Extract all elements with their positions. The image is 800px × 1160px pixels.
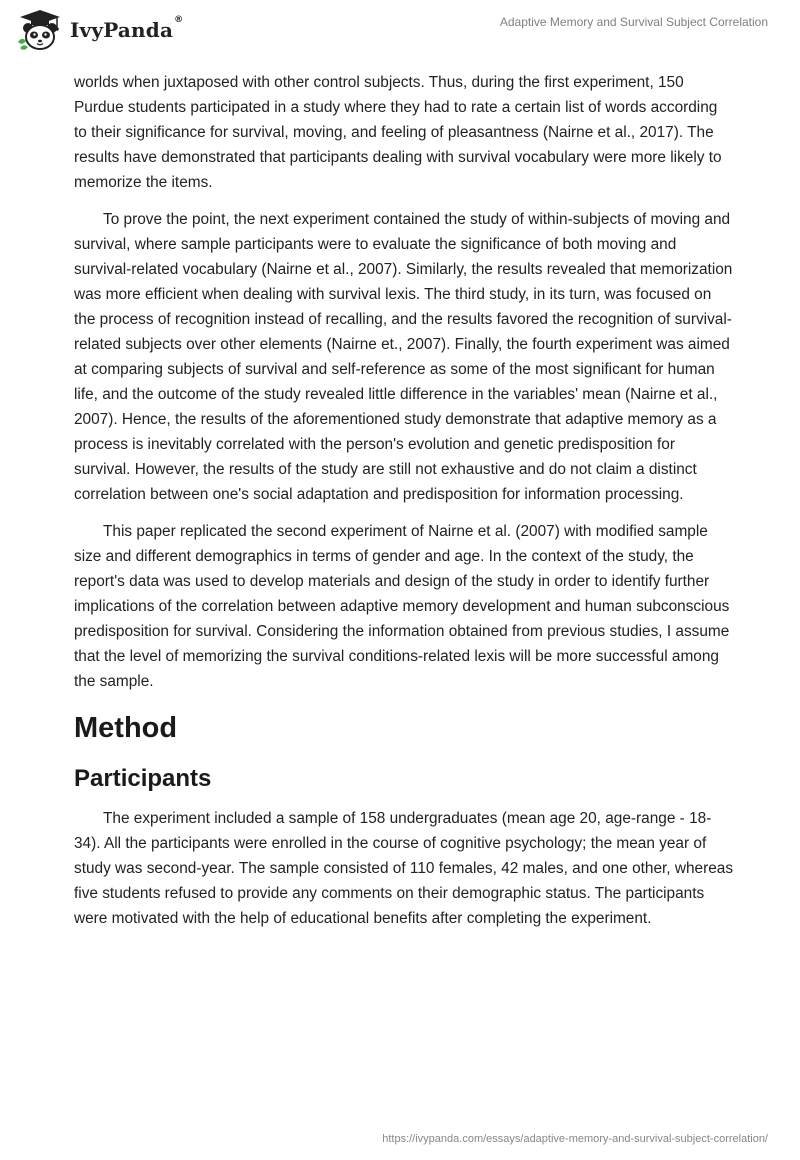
brand-logo[interactable] bbox=[14, 8, 183, 52]
source-url[interactable]: https://ivypanda.com/essays/adaptive-memory-and-survival-subject-correlation/ bbox=[382, 1133, 768, 1145]
registered-mark: ® bbox=[174, 15, 184, 25]
participants-heading: Participants bbox=[74, 765, 212, 792]
participants-paragraph: The experiment included a sample of 158 undergraduates (mean age 20, age-range - 18-34). All the participants were enrolled in the course of cognitive psychology; the mean year of study was second-year. The sample consisted of 110 females, 42 males, and one other, whereas five students refused to provide any comments on their demographic status. The participants were motivated with the help of educational benefits after completing the experiment. bbox=[74, 810, 734, 927]
body-paragraph-1: worlds when juxtaposed with other control subjects. Thus, during the first experiment, 150 Purdue students participated in a study where they had to rate a certain list of words according to their significance for survival, moving, and feeling of pleasantness (Nairne et al., 2017). The results have demonstrated that participants dealing with survival vocabulary were more likely to memorize the items. bbox=[74, 74, 722, 191]
method-heading: Method bbox=[74, 712, 178, 744]
body-paragraph-2: To prove the point, the next experiment contained the study of within-subjects of moving and survival, where sample participants were to evaluate the significance of both moving and survival-related vocabulary (Nairne et al., 2007). Similarly, the results revealed that memorization was more efficient when dealing with survival lexis. The third study, in its turn, was focused on the process of recognition instead of recalling, and the results favored the recognition of survival-related subjects over other elements (Nairne et., 2007). Finally, the fourth experiment was aimed at comparing subjects of survival and self-reference as some of the most significant for human life, and the outcome of the study revealed little difference in the variables' mean (Nairne et al., 2007). Hence, the results of the aforementioned study demonstrate that adaptive memory as a process is inevitably correlated with the person's evolution and genetic predisposition for survival. However, the results of the study are still not exhaustive and do not claim a distinct correlation between one's social adaptation and predisposition for information processing. bbox=[74, 211, 733, 503]
body-paragraph-3: This paper replicated the second experiment of Nairne et al. (2007) with modified sample size and different demographics in terms of gender and age. In the context of the study, the report's data was used to develop materials and design of the study in order to identify further implications of the correlation between adaptive memory development and human subconscious predisposition for survival. Considering the information obtained from previous studies, I assume that the level of memorizing the survival conditions-related lexis will be more successful among the sample. bbox=[74, 523, 730, 690]
brand-name: IvyPanda® bbox=[70, 15, 184, 42]
essay-content bbox=[74, 70, 734, 943]
panda-graduate-icon bbox=[14, 8, 66, 52]
page-header bbox=[0, 0, 800, 64]
document-title: Adaptive Memory and Survival Subject Correlation bbox=[499, 15, 768, 29]
